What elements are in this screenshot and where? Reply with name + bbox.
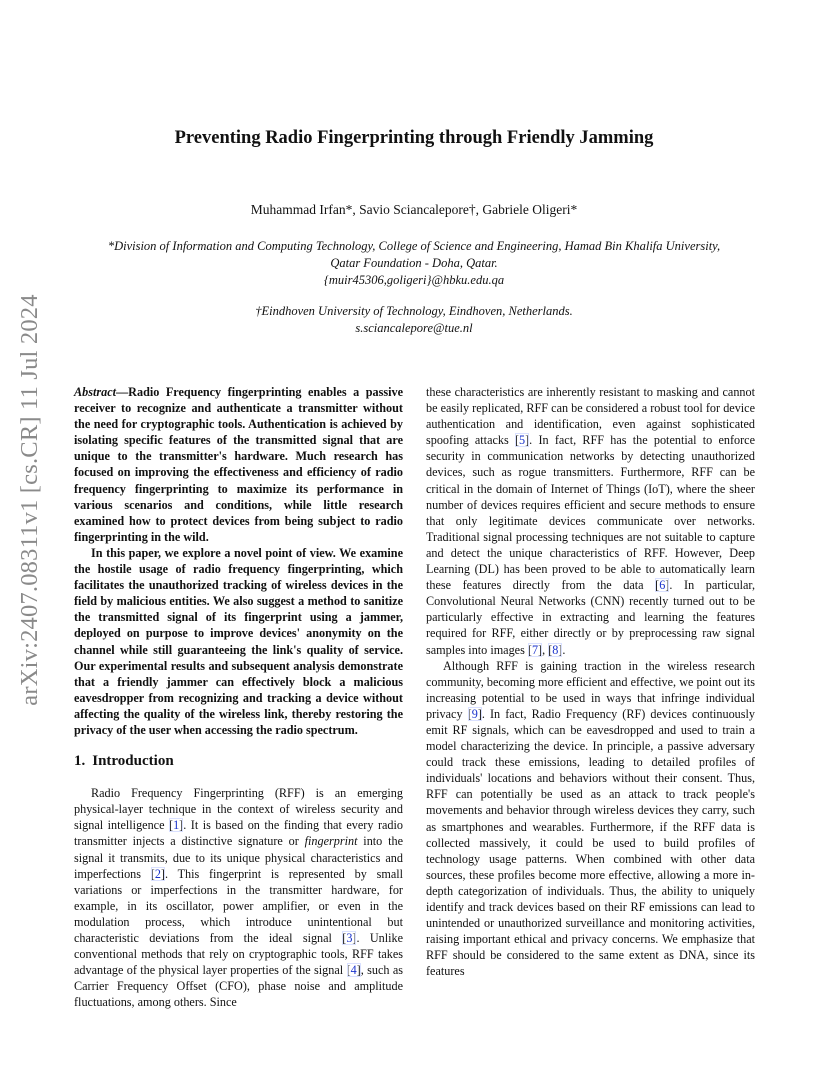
affiliation-tue <box>0 303 828 337</box>
text-run: , such as Carrier Frequency Offset (CFO), phase noise and amplitude fluctuations, among others. Since <box>74 963 403 1010</box>
text-run: . It is based on the finding that every radio transmitter injects a distinctive signature or <box>74 818 403 849</box>
text-run: . In fact, Radio Frequency (RF) devices continuously emit RF signals, which can be eavesdropped and used to train a model characterizing the device. In principle, a passive adversary could track these emissions, leading to detailed profiles of individuals' locations and behaviors without their consent. Thus, RFF can potentially be used as an attack to track people's movements and behavior through wireless devices they carry, such as smartphones and wearables. Furthermore, if the RFF data is collected massively, it could be used to build profiles of technology usage patterns. When combined with other data sources, these profiles become more effective, allowing a more in-depth categorization of individuals. Thus, the ability to uniquely identify and track devices based on their RF emissions can lead to unintended or unauthorized surveillance and monitoring activities, raising important ethical and privacy concerns. We emphasize that RFF should be considered to the same extent as DNA, since its features <box>426 706 755 979</box>
paper-title: Preventing Radio Fingerprinting through Friendly Jamming <box>174 128 654 148</box>
text-run: . This fingerprint is represented by small variations or imperfections in the transmitter hardware, for example, in its oscillator, power amplifier, or even in the modulation process, which introduce unintentional but characteristic deviations from the ideal signal <box>74 866 403 945</box>
abstract-text: —Radio Frequency fingerprinting enables a passive receiver to recognize and authenticate a transmitter without the need for cryptographic tools. Authentication is achieved by isolating specific features of the transmitted signal that are unique to the transmitter's hardware. Much research has focused on improving the effectiveness and efficiency of radio frequency fingerprinting to maximize its performance in various scenarios and conditions, while little research examined how to protect devices from being subject to radio fingerprinting in the wild. <box>74 385 403 544</box>
emphasis: fingerprint <box>304 834 358 849</box>
intro-paragraph-2 <box>426 658 755 980</box>
section-number: 1. <box>74 753 86 770</box>
text-run: . In fact, RFF has the potential to enforce security in communication networks by detecting unauthorized devices, such as rogue transmitters. Furthermore, RFF can be critical in the domain of Internet of Things (IoT), where the sheer number of devices requires efficient and secure methods to ensure that only legitimate devices communicate over networks. Traditional signal processing techniques are not suitable to capture and detect the unique characteristics of RFF. However, Deep Learning (DL) has been proved to be able to automatically learn these features directly from the data <box>426 433 755 593</box>
text-run: , <box>542 642 549 657</box>
abstract-paragraph-2: In this paper, we explore a novel point of view. We examine the hostile usage of radio frequency fingerprinting, which facilitates the unauthorized tracking of wireless devices in the field by malicious entities. We also suggest a method to sanitize the transmitted signal of its fingerprint using a jammer, deployed on purpose to improve devices' anonymity on the channel while still guaranteeing the link's quality of service. Our experimental results and subsequent analysis demonstrate that a friendly jammer can effectively block a malicious eavesdropper from recognizing and tracking a device without affecting the quality of the wireless link, thereby restoring the privacy of the user when accessing the radio spectrum. <box>74 545 403 737</box>
affiliation-hbku <box>0 238 828 289</box>
text-run: into the signal it transmits, due to its unique physical characteristics and imperfections <box>74 834 403 881</box>
citation-link[interactable]: [ 5 ] <box>515 433 529 447</box>
citation-link[interactable]: [ 4 ] <box>347 963 361 977</box>
text-run: Radio Frequency Fingerprinting (RFF) is an emerging physical-layer technique in the context of wireless security and signal intelligence <box>74 786 403 833</box>
text-run: . <box>562 642 566 657</box>
text-run: Although RFF is gaining traction in the wireless research community, becoming more efficient and effective, we point out its increasing potential to be used in ways that infringe individual privacy <box>426 658 755 721</box>
citation-link[interactable]: [ 1 ] <box>169 818 183 832</box>
citation-link[interactable]: [ 3 ] <box>342 931 356 945</box>
text-run: . Unlike conventional methods that rely on cryptographic tools, RFF takes advantage of the physical layer properties of the signal <box>74 931 403 978</box>
intro-paragraph-1-continued <box>426 384 755 658</box>
affiliation-line: Qatar Foundation - Doha, Qatar. <box>330 256 498 270</box>
citation-link[interactable]: [ 2 ] <box>151 867 165 881</box>
affiliation-line: †Eindhoven University of Technology, Eindhoven, Netherlands. <box>255 304 573 318</box>
abstract-label: Abstract <box>74 385 116 399</box>
abstract-paragraph-1 <box>74 384 403 545</box>
text-run: . In particular, Convolutional Neural Networks (CNN) recently turned out to be particularly effective in extracting and learning the features required for RFF, either directly or by preprocessing raw signal samples into images <box>426 578 755 657</box>
left-column <box>74 384 403 1010</box>
citation-link[interactable]: [ 6 ] <box>655 578 669 592</box>
arxiv-id: arXiv:2407.08311v1 [cs.CR] 11 Jul 2024 <box>16 294 43 706</box>
affiliation-email: {muir45306,goligeri}@hbku.edu.qa <box>323 273 505 287</box>
author-list: Muhammad Irfan*, Savio Sciancalepore†, Gabriele Oligeri* <box>250 202 578 217</box>
affiliation-email: s.sciancalepore@tue.nl <box>355 321 473 335</box>
citation-link[interactable]: [ 7 ] <box>528 643 542 657</box>
affiliation-line: *Division of Information and Computing Technology, College of Science and Engineering, Hamad Bin Khalifa University, <box>107 239 721 253</box>
intro-paragraph-1 <box>74 785 403 1010</box>
citation-link[interactable]: [ 9 ] <box>468 707 482 721</box>
citation-link[interactable]: [ 8 ] <box>548 643 562 657</box>
right-column <box>426 384 755 979</box>
section-heading-introduction <box>74 753 403 769</box>
text-run: these characteristics are inherently resistant to masking and cannot be easily replicated, RFF can be considered a robust tool for device authentication and identification, even against sophisticated spoofing attacks <box>426 385 755 448</box>
section-title: Introduction <box>92 753 174 770</box>
